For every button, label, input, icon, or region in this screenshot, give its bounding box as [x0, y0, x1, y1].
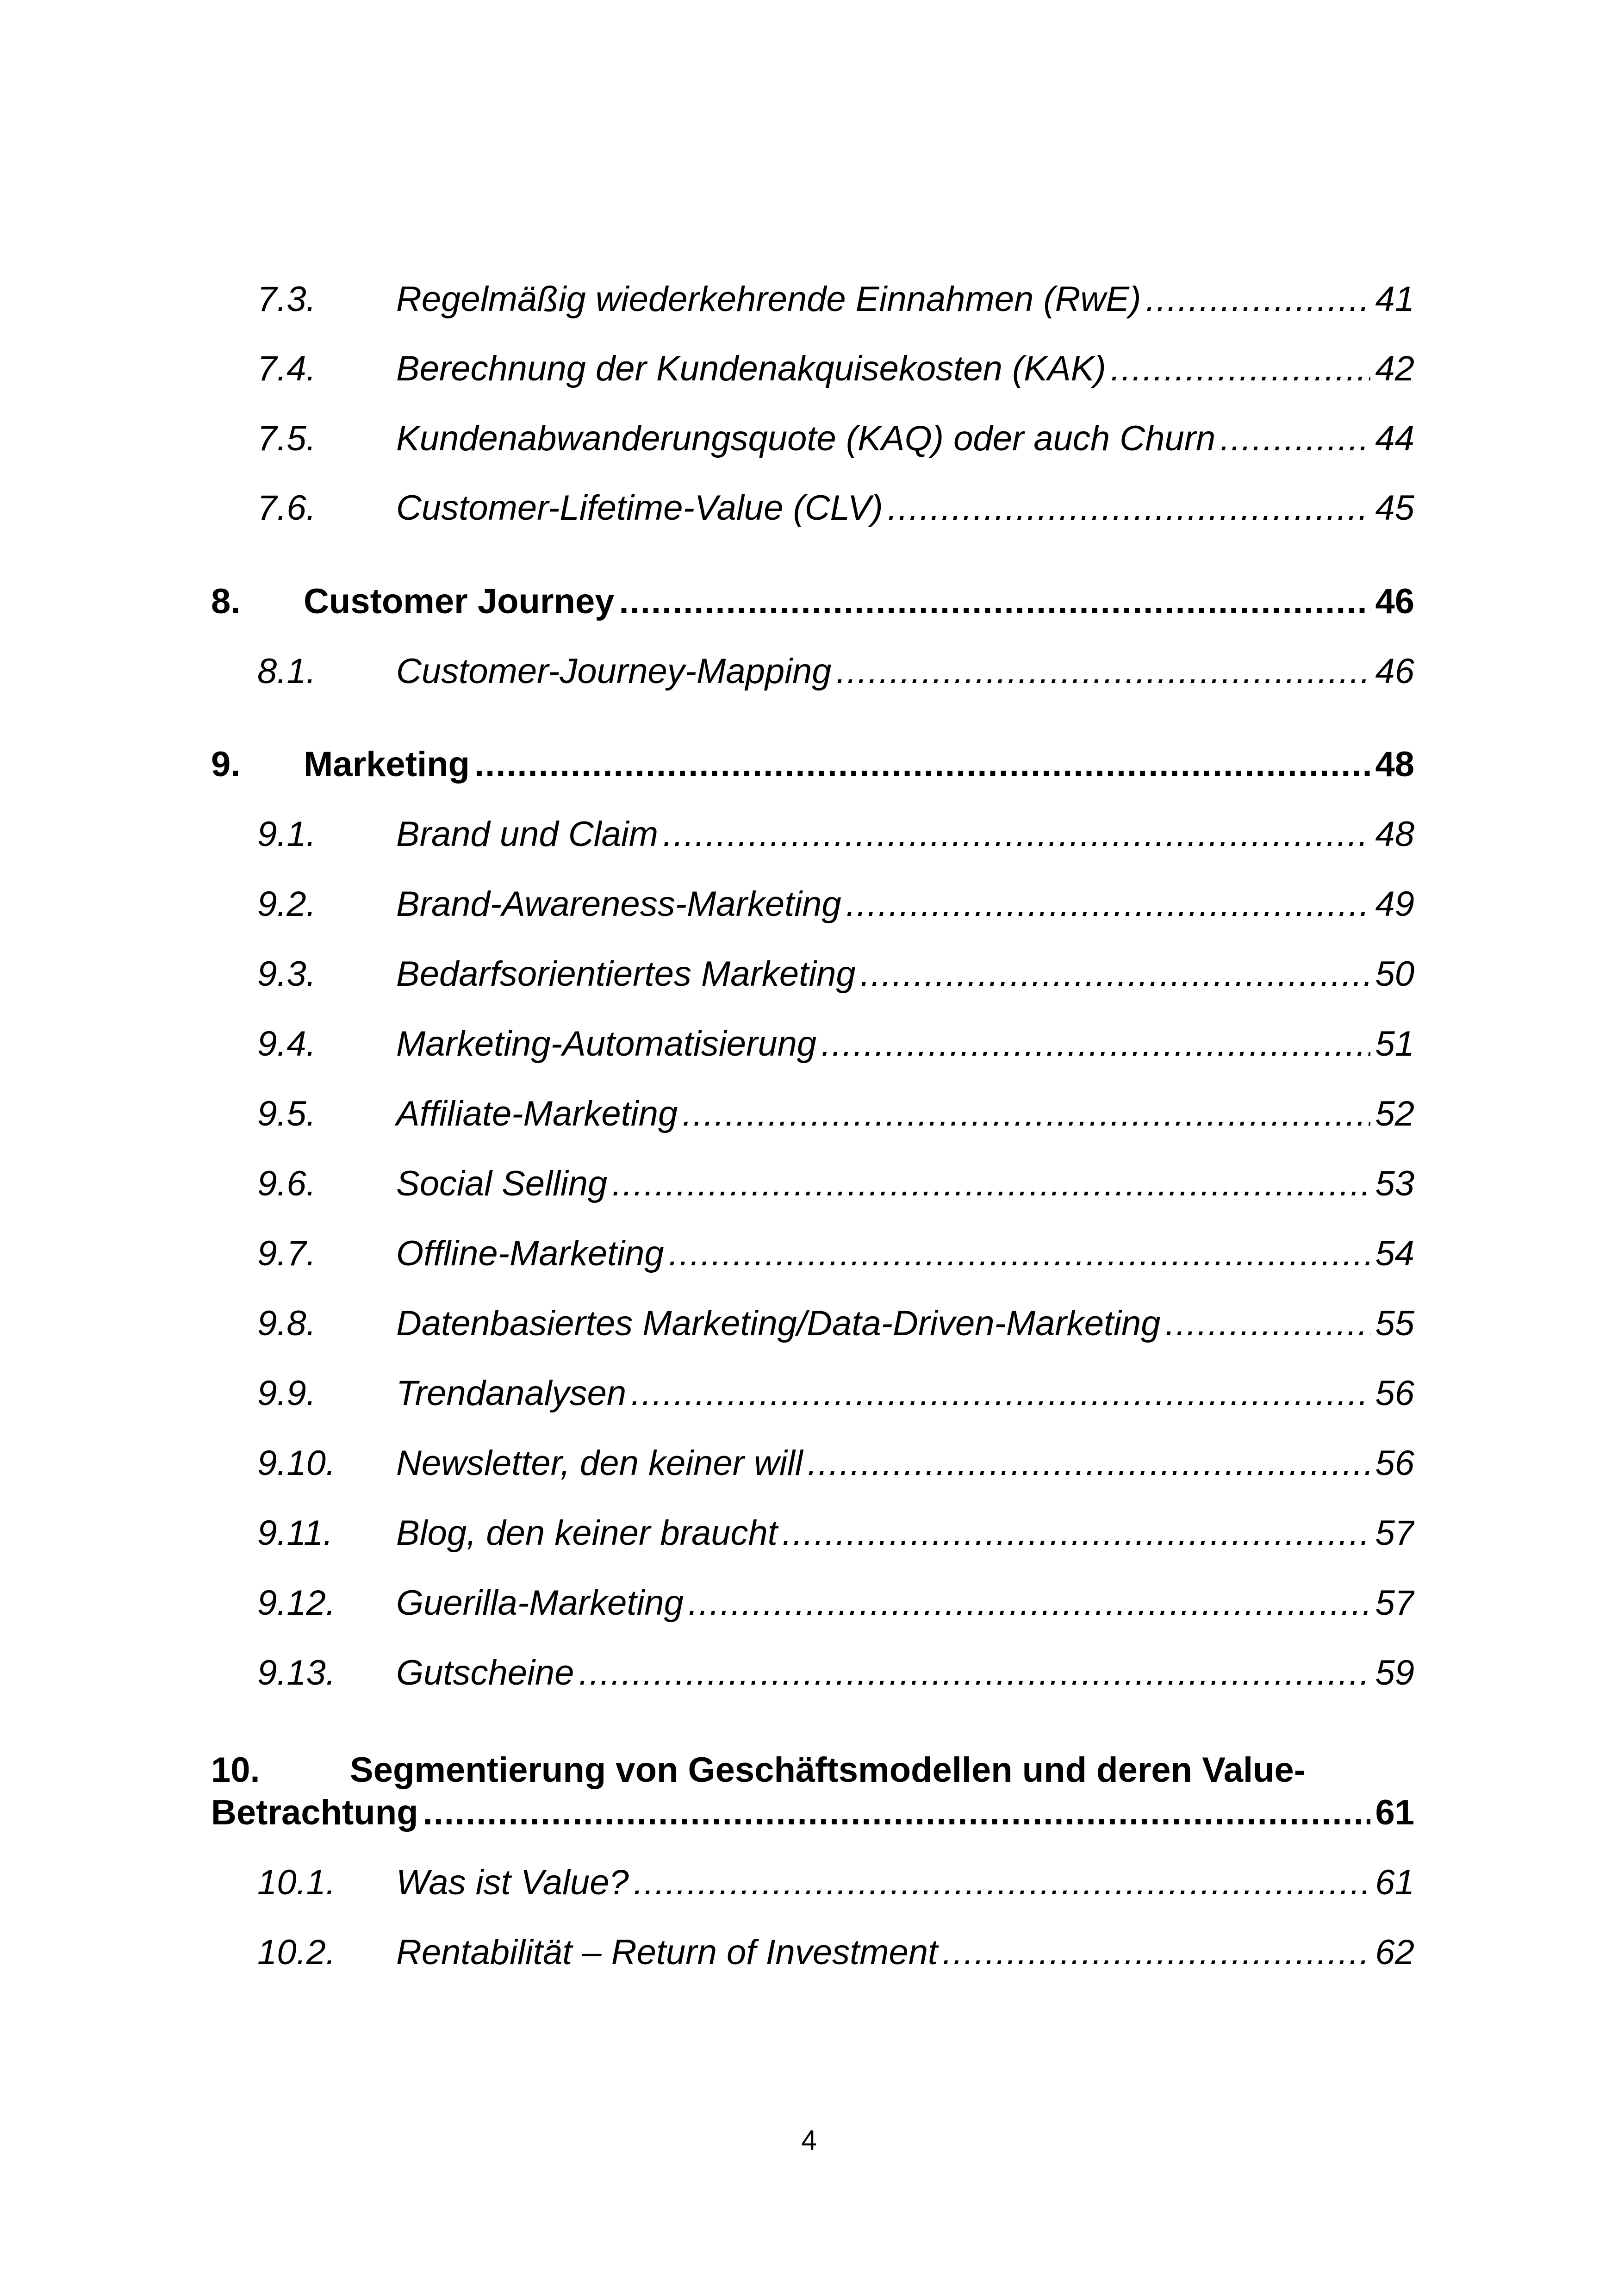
- toc-entry-9-2[interactable]: [211, 878, 1414, 924]
- toc-entry-number: 9.7.: [257, 1234, 316, 1273]
- toc-entry-page: 50: [1375, 954, 1414, 994]
- toc-entry-title: Gutscheine: [396, 1653, 574, 1692]
- toc-entry-page: 57: [1375, 1583, 1414, 1623]
- toc-chapter-title: Customer Journey: [304, 582, 615, 621]
- toc-entry-title: Brand-Awareness-Marketing: [396, 884, 841, 924]
- dot-leader: [1145, 279, 1370, 319]
- toc-entry-page: 42: [1375, 349, 1414, 388]
- dot-leader: [1220, 418, 1370, 459]
- toc-chapter-title: Segmentierung von Geschäftsmodellen und deren Value-: [350, 1750, 1306, 1790]
- toc-entry-number: 7.4.: [257, 349, 316, 388]
- toc-entry-9-5[interactable]: [211, 1088, 1414, 1134]
- toc-entry-title: Brand und Claim: [396, 815, 659, 854]
- toc-entry-number: 8.1.: [257, 652, 316, 691]
- toc-entry-number: 9.8.: [257, 1304, 316, 1343]
- toc-entry-title: Datenbasiertes Marketing/Data-Driven-Marketing: [396, 1304, 1161, 1343]
- toc-entry-page: 48: [1375, 815, 1414, 854]
- dot-leader: [631, 1373, 1370, 1413]
- toc-entry-page: 44: [1375, 419, 1414, 458]
- toc-entry-9-1[interactable]: [211, 808, 1414, 854]
- toc-entry-number: 9.10.: [257, 1444, 336, 1483]
- toc-entry-title: Regelmäßig wiederkehrende Einnahmen (RwE): [396, 280, 1141, 319]
- toc-entry-page: 51: [1375, 1024, 1414, 1064]
- toc-entry-number: 9.11.: [257, 1513, 333, 1553]
- toc-entry-9-13[interactable]: [211, 1647, 1414, 1693]
- toc-entry-9-10[interactable]: [211, 1437, 1414, 1483]
- toc-entry-number: 10.2.: [257, 1933, 336, 1972]
- toc-entry-7-4[interactable]: [211, 342, 1414, 389]
- toc-entry-7-5[interactable]: [211, 412, 1414, 459]
- toc-entry-title: Berechnung der Kundenakquisekosten (KAK): [396, 349, 1106, 388]
- dot-leader: [619, 581, 1371, 622]
- toc-chapter-title: Marketing: [304, 745, 470, 784]
- toc-entry-9-6[interactable]: [211, 1157, 1414, 1204]
- toc-entry-page: 52: [1375, 1094, 1414, 1133]
- dot-leader: [888, 488, 1371, 528]
- toc-entry-title: Affiliate-Marketing: [396, 1094, 678, 1133]
- toc-entry-page: 54: [1375, 1234, 1414, 1273]
- toc-entry-title: Bedarfsorientiertes Marketing: [396, 954, 856, 994]
- toc-entry-title: Newsletter, den keiner will: [396, 1444, 803, 1483]
- toc-entry-number: 9.9.: [257, 1374, 316, 1413]
- toc-entry-7-3[interactable]: [211, 273, 1414, 319]
- toc-entry-page: 53: [1375, 1164, 1414, 1203]
- toc-chapter-number: 8.: [211, 582, 241, 621]
- toc-entry-title: Kundenabwanderungsquote (KAQ) oder auch Churn: [396, 419, 1216, 458]
- toc-entry-10-1[interactable]: [211, 1856, 1414, 1903]
- toc-entry-title: Social Selling: [396, 1164, 608, 1203]
- toc-entry-9-3[interactable]: [211, 948, 1414, 994]
- toc-entry-page: 56: [1375, 1444, 1414, 1483]
- toc-entry-number: 9.4.: [257, 1024, 316, 1064]
- dot-leader: [634, 1862, 1371, 1903]
- toc-chapter-number: 10.: [211, 1750, 260, 1790]
- toc-entry-number: 10.1.: [257, 1863, 336, 1902]
- toc-entry-page: 61: [1375, 1863, 1414, 1902]
- toc-entry-title: Guerilla-Marketing: [396, 1583, 684, 1623]
- toc-chapter-page: 46: [1375, 582, 1414, 621]
- dot-leader: [782, 1513, 1371, 1553]
- dot-leader: [846, 884, 1371, 924]
- dot-leader: [860, 954, 1371, 994]
- dot-leader: [942, 1932, 1370, 1972]
- toc-entry-title: Was ist Value?: [396, 1863, 629, 1902]
- toc-entry-title: Marketing-Automatisierung: [396, 1024, 817, 1064]
- toc-entry-9-12[interactable]: [211, 1577, 1414, 1623]
- toc-entry-page: 56: [1375, 1374, 1414, 1413]
- dot-leader: [474, 744, 1370, 784]
- toc-entry-9-7[interactable]: [211, 1227, 1414, 1274]
- toc-entry-number: 9.3.: [257, 954, 316, 994]
- toc-entry-title: Offline-Marketing: [396, 1234, 664, 1273]
- toc-entry-9-8[interactable]: [211, 1297, 1414, 1344]
- dot-leader: [682, 1094, 1370, 1134]
- dot-leader: [688, 1583, 1371, 1623]
- toc-entry-title: Blog, den keiner braucht: [396, 1513, 778, 1553]
- toc-entry-page: 59: [1375, 1653, 1414, 1692]
- dot-leader: [663, 814, 1370, 854]
- toc-entry-number: 9.6.: [257, 1164, 316, 1203]
- toc-entry-title: Rentabilität – Return of Investment: [396, 1933, 938, 1972]
- toc-chapter-page: 48: [1375, 745, 1414, 784]
- dot-leader: [612, 1164, 1370, 1204]
- toc-chapter-10-line2[interactable]: [211, 1786, 1414, 1833]
- dot-leader: [669, 1233, 1371, 1274]
- toc-entry-page: 62: [1375, 1933, 1414, 1972]
- dot-leader: [808, 1443, 1371, 1483]
- toc-chapter-8[interactable]: [211, 575, 1414, 622]
- toc-chapter-page: 61: [1375, 1793, 1414, 1832]
- toc-entry-number: 9.2.: [257, 884, 316, 924]
- toc-chapter-9[interactable]: [211, 738, 1414, 784]
- toc-entry-number: 9.5.: [257, 1094, 316, 1133]
- toc-entry-9-9[interactable]: [211, 1367, 1414, 1413]
- dot-leader: [579, 1653, 1370, 1693]
- toc-entry-title: Customer-Journey-Mapping: [396, 652, 832, 691]
- toc-entry-page: 57: [1375, 1513, 1414, 1553]
- toc-entry-number: 9.1.: [257, 815, 316, 854]
- toc-entry-number: 7.5.: [257, 419, 316, 458]
- dot-leader: [836, 651, 1371, 691]
- toc-entry-page: 41: [1375, 280, 1414, 319]
- toc-entry-title: Customer-Lifetime-Value (CLV): [396, 488, 883, 528]
- dot-leader: [1165, 1303, 1371, 1344]
- toc-entry-10-2[interactable]: [211, 1926, 1414, 1972]
- toc-entry-number: 7.3.: [257, 280, 316, 319]
- toc-entry-number: 7.6.: [257, 488, 316, 528]
- page-number-footer: 4: [801, 2125, 817, 2156]
- dot-leader: [1111, 348, 1371, 389]
- toc-entry-title: Trendanalysen: [396, 1374, 627, 1413]
- toc-entry-page: 55: [1375, 1304, 1414, 1343]
- toc-entry-number: 9.13.: [257, 1653, 336, 1692]
- toc-entry-page: 49: [1375, 884, 1414, 924]
- toc-entry-number: 9.12.: [257, 1583, 336, 1623]
- toc-chapter-number: 9.: [211, 745, 241, 784]
- toc-entry-8-1[interactable]: [211, 645, 1414, 691]
- toc-entry-page: 46: [1375, 652, 1414, 691]
- toc-entry-page: 45: [1375, 488, 1414, 528]
- dot-leader: [423, 1792, 1371, 1833]
- toc-chapter-title-continued: Betrachtung: [211, 1793, 418, 1832]
- toc-entry-7-6[interactable]: [211, 482, 1414, 528]
- dot-leader: [821, 1024, 1370, 1064]
- toc-entry-9-11[interactable]: [211, 1507, 1414, 1553]
- toc-entry-9-4[interactable]: [211, 1018, 1414, 1064]
